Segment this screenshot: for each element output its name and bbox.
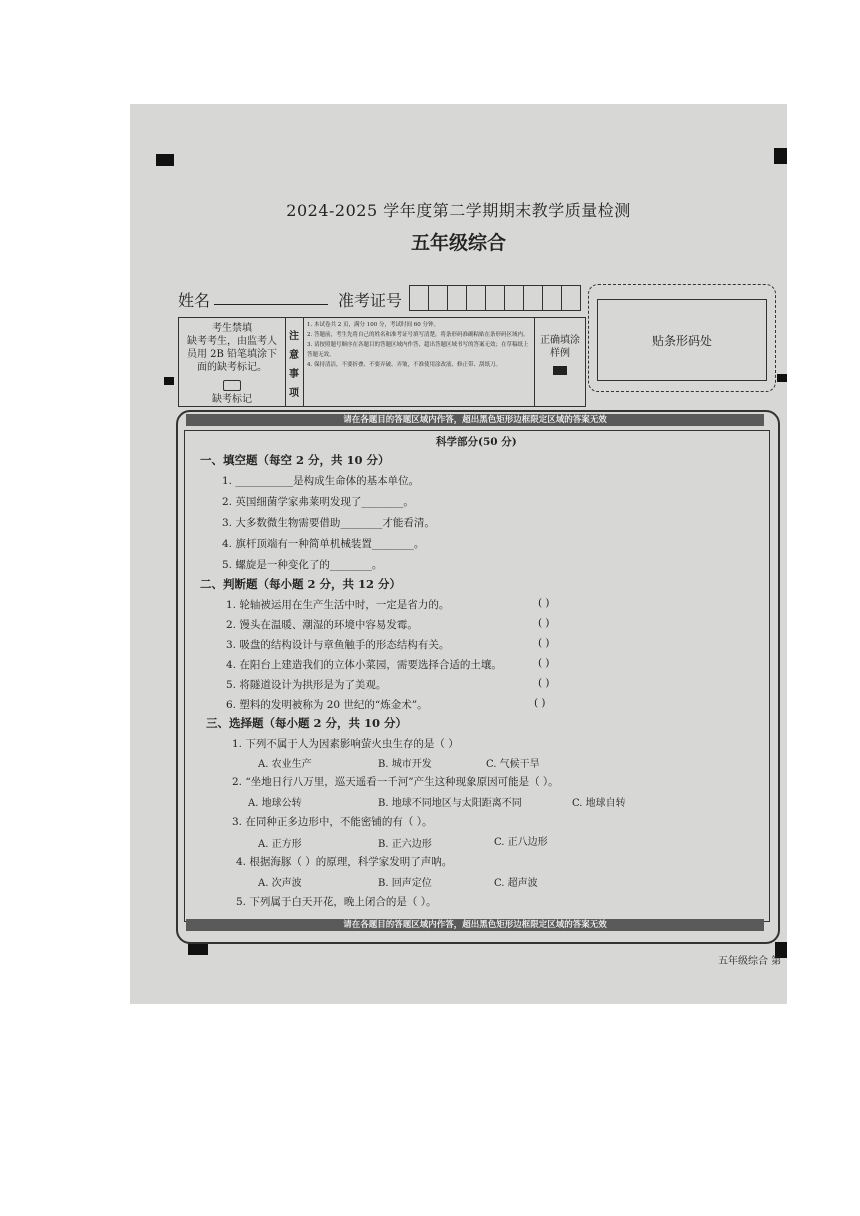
choice-q4-stem: 4. 根据海豚（ ）的原理，科学家发明了声呐。 [236,856,453,868]
judge-q4: 4. 在阳台上建造我们的立体小菜园，需要选择合适的土壤。 [226,659,502,671]
choice-q3-option-a[interactable]: A. 正方形 [258,839,302,850]
exam-sheet [130,104,787,1004]
notes-label-3: 事 [289,369,299,380]
choice-q3-option-b[interactable]: B. 正六边形 [378,839,432,850]
judge-q2-answer[interactable]: ( ) [538,617,550,629]
choice-q4-option-c[interactable]: C. 超声波 [494,878,538,889]
judge-q6-answer[interactable]: ( ) [534,697,546,709]
exam-subtitle: 五年级综合 [410,232,506,254]
judge-q2: 2. 馒头在温暖、潮湿的环境中容易发霉。 [226,619,418,631]
barcode-area [588,284,776,392]
judge-q3: 3. 吸盘的结构设计与章鱼触手的形态结构有关。 [226,639,450,651]
choice-q2-option-a[interactable]: A. 地球公转 [248,798,302,809]
exam-id-digit-box[interactable] [409,285,429,311]
fill-blank-q3: 3. 大多数微生物需要借助________才能看清。 [222,517,435,529]
judge-q3-answer[interactable]: ( ) [538,637,550,649]
name-label: 姓名 [178,291,211,310]
choice-q5-stem: 5. 下列属于白天开花，晚上闭合的是（ ）。 [236,896,437,908]
exam-id-digit-box[interactable] [542,285,562,311]
page-footer: 五年级综合 第 [718,956,782,967]
judge-q1-answer[interactable]: ( ) [538,597,550,609]
exam-id-digit-box[interactable] [466,285,486,311]
registration-mark-mid-left [164,377,174,385]
note-2: 2. 答题前，考生先将自己的姓名和准考证号填写清楚，将条形码准确粘贴在条形码区域内。 [307,332,529,338]
registration-mark-top-right [774,148,787,164]
notes-label-cell [285,318,304,406]
choice-q4-option-b[interactable]: B. 回声定位 [378,878,432,889]
judge-q4-answer[interactable]: ( ) [538,657,550,669]
exam-id-boxes[interactable] [409,285,580,311]
registration-mark-top-left [156,154,174,166]
choice-q1-option-a[interactable]: A. 农业生产 [258,759,312,770]
choice-q1-option-b[interactable]: B. 城市开发 [378,759,432,770]
choice-q2-option-b[interactable]: B. 地球不同地区与太阳距离不同 [378,798,522,809]
sample-title: 正确填涂样例 [540,335,580,359]
choice-q4-option-a[interactable]: A. 次声波 [258,878,302,889]
warning-band-bottom: 请在各题目的答题区域内作答，超出黑色矩形边框限定区域的答案无效 [186,919,764,931]
exam-id-digit-box[interactable] [504,285,524,311]
absent-text: 缺考考生，由监考人员用 2B 铅笔填涂下面的缺考标记。 [186,336,278,373]
absent-title: 考生禁填 [212,323,252,334]
registration-mark-mid-right [777,374,787,382]
section-choice-heading: 三、选择题（每小题 2 分，共 10 分） [206,716,408,730]
choice-q1-option-c[interactable]: C. 气候干旱 [486,759,540,770]
section-judge-heading: 二、判断题（每小题 2 分，共 12 分） [200,577,402,591]
absent-mark-label: 缺考标记 [212,394,252,405]
choice-q3-stem: 3. 在同种正多边形中，不能密铺的有（ ）。 [232,816,433,828]
judge-q6: 6. 塑料的发明被称为 20 世纪的“炼金术”。 [226,699,428,711]
choice-q2-stem: 2. “坐地日行八万里，巡天遥看一千河”产生这种现象原因可能是（ ）。 [232,776,559,788]
exam-id-digit-box[interactable] [428,285,448,311]
note-3: 3. 请按照题号顺序在各题目的答题区域内作答，超出答题区域书写的答案无效；在草稿纸上答题无效。 [307,342,529,358]
fill-blank-q1: 1. ___________是构成生命体的基本单位。 [222,475,420,487]
judge-q5-answer[interactable]: ( ) [538,677,550,689]
judge-q1: 1. 轮轴被运用在生产生活中时，一定是省力的。 [226,599,450,611]
sample-cell [535,318,585,406]
exam-id-digit-box[interactable] [523,285,543,311]
filled-sample-mark [553,366,567,375]
choice-q2-option-c[interactable]: C. 地球自转 [572,798,626,809]
warning-band-top: 请在各题目的答题区域内作答，超出黑色矩形边框限定区域的答案无效 [186,414,764,426]
judge-q5: 5. 将隧道设计为拱形是为了美观。 [226,679,387,691]
name-field[interactable] [214,304,328,305]
notes-label-2: 意 [289,350,299,361]
instructions-table [178,317,586,407]
science-header: 科学部分(50 分) [436,436,517,448]
fill-blank-q5: 5. 螺旋是一种变化了的________。 [222,559,383,571]
note-1: 1. 本试卷共 2 页，满分 100 分，考试时间 60 分钟。 [307,322,439,328]
absent-cell [179,318,286,406]
exam-id-digit-box[interactable] [447,285,467,311]
choice-q1-stem: 1. 下列不属于人为因素影响萤火虫生存的是（ ） [232,738,459,750]
note-4: 4. 保持清洁，不要折叠、不要弄破、弄皱，不准使用涂改液、修正带、刮纸刀。 [307,362,501,368]
exam-title: 2024-2025 学年度第二学期期末教学质量检测 [286,201,631,220]
notes-label-4: 项 [289,388,299,399]
barcode-label: 贴条形码处 [597,299,767,381]
notes-label-1: 注 [289,331,299,342]
exam-id-digit-box[interactable] [485,285,505,311]
absent-mark-box[interactable] [223,380,241,391]
choice-q3-option-c[interactable]: C. 正八边形 [494,837,548,848]
fill-blank-q4: 4. 旗杆顶端有一种简单机械装置________。 [222,538,425,550]
exam-id-digit-box[interactable] [561,285,581,311]
section-fill-blank-heading: 一、填空题（每空 2 分，共 10 分） [200,453,390,467]
notes-cell [303,318,535,406]
fill-blank-q2: 2. 英国细菌学家弗莱明发现了________。 [222,496,414,508]
exam-id-label: 准考证号 [338,291,403,310]
